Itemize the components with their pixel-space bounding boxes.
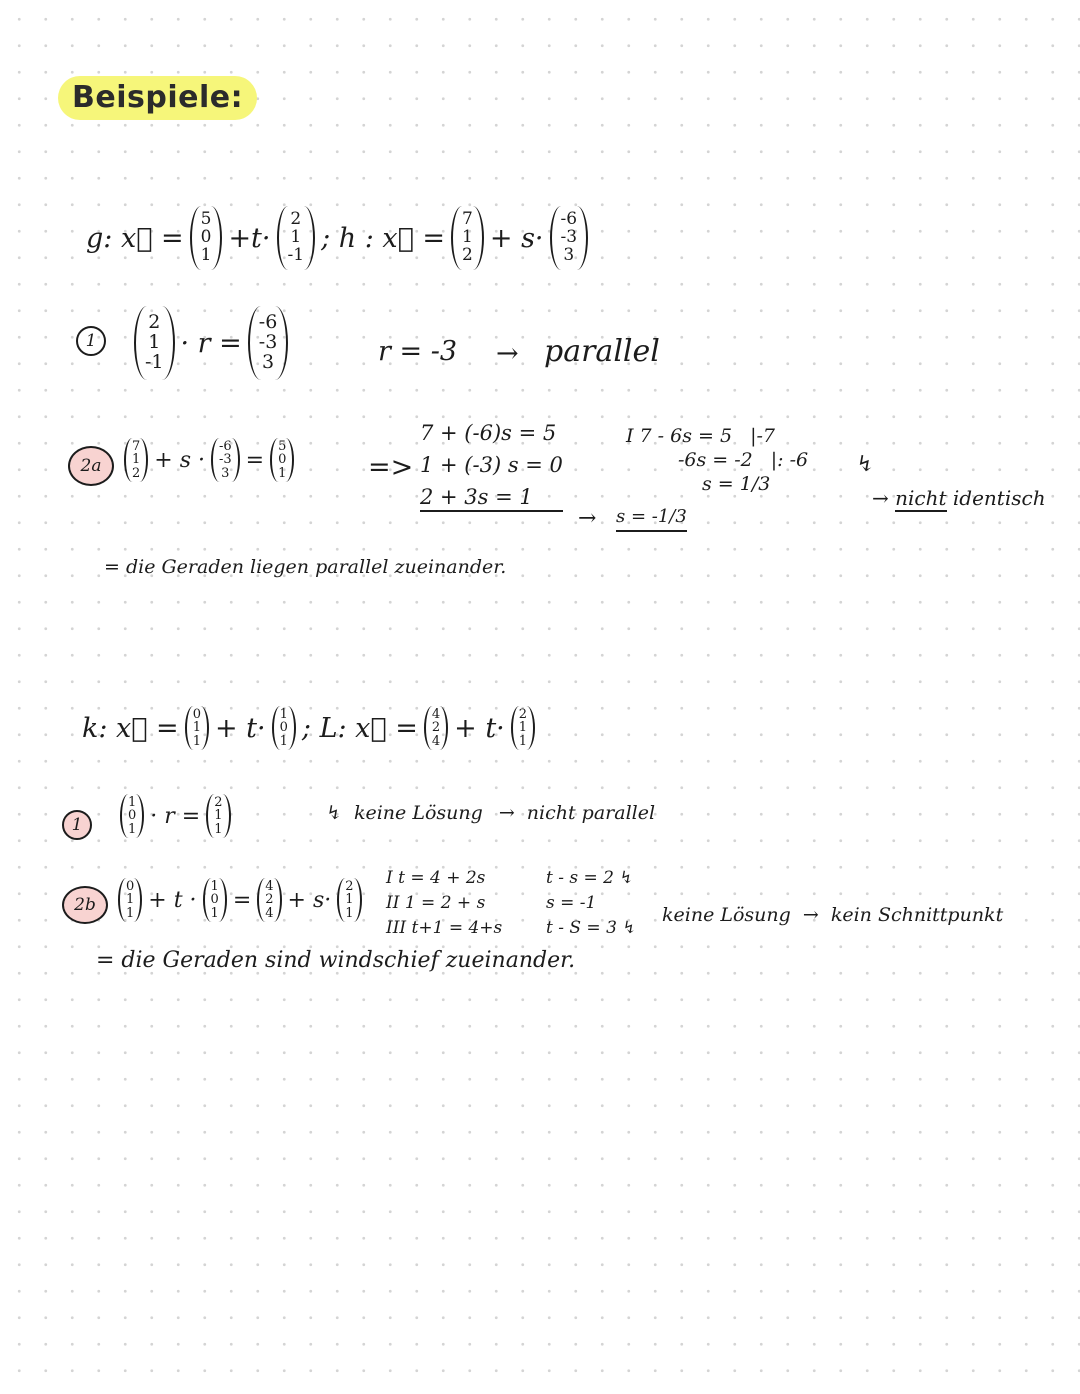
- step-2b-plus-s: + s·: [287, 887, 332, 913]
- step-2a-vector-2: -6 -3 3: [211, 438, 240, 482]
- step-1b-equation: [120, 794, 231, 838]
- step-2a-equals: =: [245, 447, 265, 473]
- step-2b-derived-2: s = -1: [546, 893, 597, 913]
- h-point-vector: 7 1 2: [451, 206, 484, 270]
- solve-op-2: |: -6: [770, 449, 809, 471]
- step-2a-equation: [124, 438, 294, 482]
- l-plus-t: + t·: [454, 712, 505, 744]
- g-prefix: g: x⃗ =: [86, 222, 184, 254]
- l-direction-vector: 2 1 1: [511, 706, 535, 750]
- step-2a-eq-2: 1 + (-3) s = 0: [420, 453, 563, 477]
- step-1b-left-vector: 1 0 1: [120, 794, 144, 838]
- step-2b-vector-4: 2 1 1: [337, 878, 361, 922]
- step-2a-arrow: →: [578, 506, 597, 531]
- g-plus-t: +t·: [228, 222, 271, 254]
- l-point-vector: 4 2 4: [424, 706, 448, 750]
- step-1b-marker: 1: [62, 810, 92, 840]
- step-2a-plus-s: + s ·: [154, 447, 205, 473]
- step-2b-no-solution: keine Lösung: [662, 904, 791, 926]
- step-2a-conclusion: [872, 486, 1046, 510]
- step-2b-vector-2: 1 0 1: [203, 878, 227, 922]
- step-2a-implies: =>: [368, 452, 414, 483]
- step-1b-operator: · r =: [150, 803, 201, 829]
- step-2b-eq-1: I t = 4 + 2s: [386, 868, 486, 888]
- step-2a-vector-1: 7 1 2: [124, 438, 148, 482]
- step-2a-contradiction-icon: ↯: [856, 452, 875, 477]
- solve-row-2: -6s = -2: [678, 449, 753, 471]
- step-1-operator: · r =: [180, 327, 242, 359]
- step-1b-text: [326, 802, 655, 824]
- example-2-summary: = die Geraden sind windschief zueinander.: [96, 948, 576, 973]
- step-2b-plus-t: + t ·: [148, 887, 197, 913]
- step-2a-conclusion-identisch: identisch: [952, 486, 1046, 510]
- step-2b-equals: =: [232, 887, 252, 913]
- step-1-left-vector: 2 1 -1: [134, 306, 175, 380]
- k-prefix: k: x⃗ =: [82, 712, 179, 744]
- line-g-h-definition: [86, 206, 588, 270]
- k-plus-t: + t·: [214, 712, 266, 744]
- step-1b-no-solution: keine Lösung: [353, 802, 483, 824]
- h-direction-vector: -6 -3 3: [550, 206, 589, 270]
- step-1b-conclusion: nicht parallel: [526, 802, 656, 824]
- step-1-arrow: →: [496, 338, 519, 369]
- line-k-l-definition: [82, 706, 535, 750]
- step-2b-arrow: →: [802, 904, 819, 926]
- l-prefix: ; L: x⃗ =: [301, 712, 418, 744]
- k-direction-vector: 1 0 1: [272, 706, 296, 750]
- h-plus-s: + s·: [489, 222, 544, 254]
- solve-row-3: s = 1/3: [702, 473, 771, 495]
- step-2a-s-result: s = -1/3: [616, 504, 687, 532]
- g-direction-vector: 2 1 -1: [277, 206, 316, 270]
- step-1-marker: 1: [76, 326, 106, 356]
- step-2a-eq-1: 7 + (-6)s = 5: [420, 421, 557, 445]
- step-2b-equation-system: [386, 866, 502, 941]
- step-2b-derived-3: t - S = 3 ↯: [546, 918, 637, 938]
- step-2b-vector-1: 0 1 1: [118, 878, 142, 922]
- example-1-summary: = die Geraden liegen parallel zueinander.: [104, 556, 507, 578]
- step-1-right-vector: -6 -3 3: [248, 306, 289, 380]
- step-2a-equation-system: [420, 420, 563, 512]
- step-2b-eq-2: II 1 = 2 + s: [386, 893, 486, 913]
- step-2a-eq-3: 2 + 3s = 1: [420, 484, 563, 512]
- step-1-conclusion: parallel: [544, 334, 660, 369]
- step-2a-conclusion-nicht: nicht: [895, 486, 947, 510]
- step-1b-right-vector: 2 1 1: [206, 794, 230, 838]
- solve-op-1: |-7: [750, 425, 775, 447]
- g-point-vector: 5 0 1: [190, 206, 223, 270]
- step-1-equation: [134, 306, 288, 380]
- step-2b-eq-3: III t+1 = 4+s: [386, 918, 503, 938]
- step-1-result: r = -3: [378, 336, 457, 367]
- solve-row-1: I 7 - 6s = 5: [626, 425, 733, 447]
- step-1b-arrow: →: [498, 802, 515, 824]
- step-2a-solve-steps: [626, 424, 808, 496]
- step-2b-equation: [118, 878, 362, 922]
- step-2b-conclusion: [662, 904, 1003, 926]
- page-heading: Beispiele:: [58, 76, 257, 120]
- step-2b-vector-3: 4 2 4: [257, 878, 281, 922]
- step-2a-marker: 2a: [68, 446, 114, 486]
- step-2a-conclusion-arrow: →: [872, 486, 889, 510]
- step-2b-derived-1: t - s = 2 ↯: [546, 868, 634, 888]
- step-2b-derived: [546, 866, 637, 941]
- step-1b-contradiction-icon: ↯: [326, 802, 342, 824]
- step-2b-no-intersection: kein Schnittpunkt: [830, 904, 1004, 926]
- h-prefix: ; h : x⃗ =: [321, 222, 446, 254]
- step-2a-vector-3: 5 0 1: [270, 438, 294, 482]
- k-point-vector: 0 1 1: [185, 706, 209, 750]
- step-2b-marker: 2b: [62, 886, 108, 924]
